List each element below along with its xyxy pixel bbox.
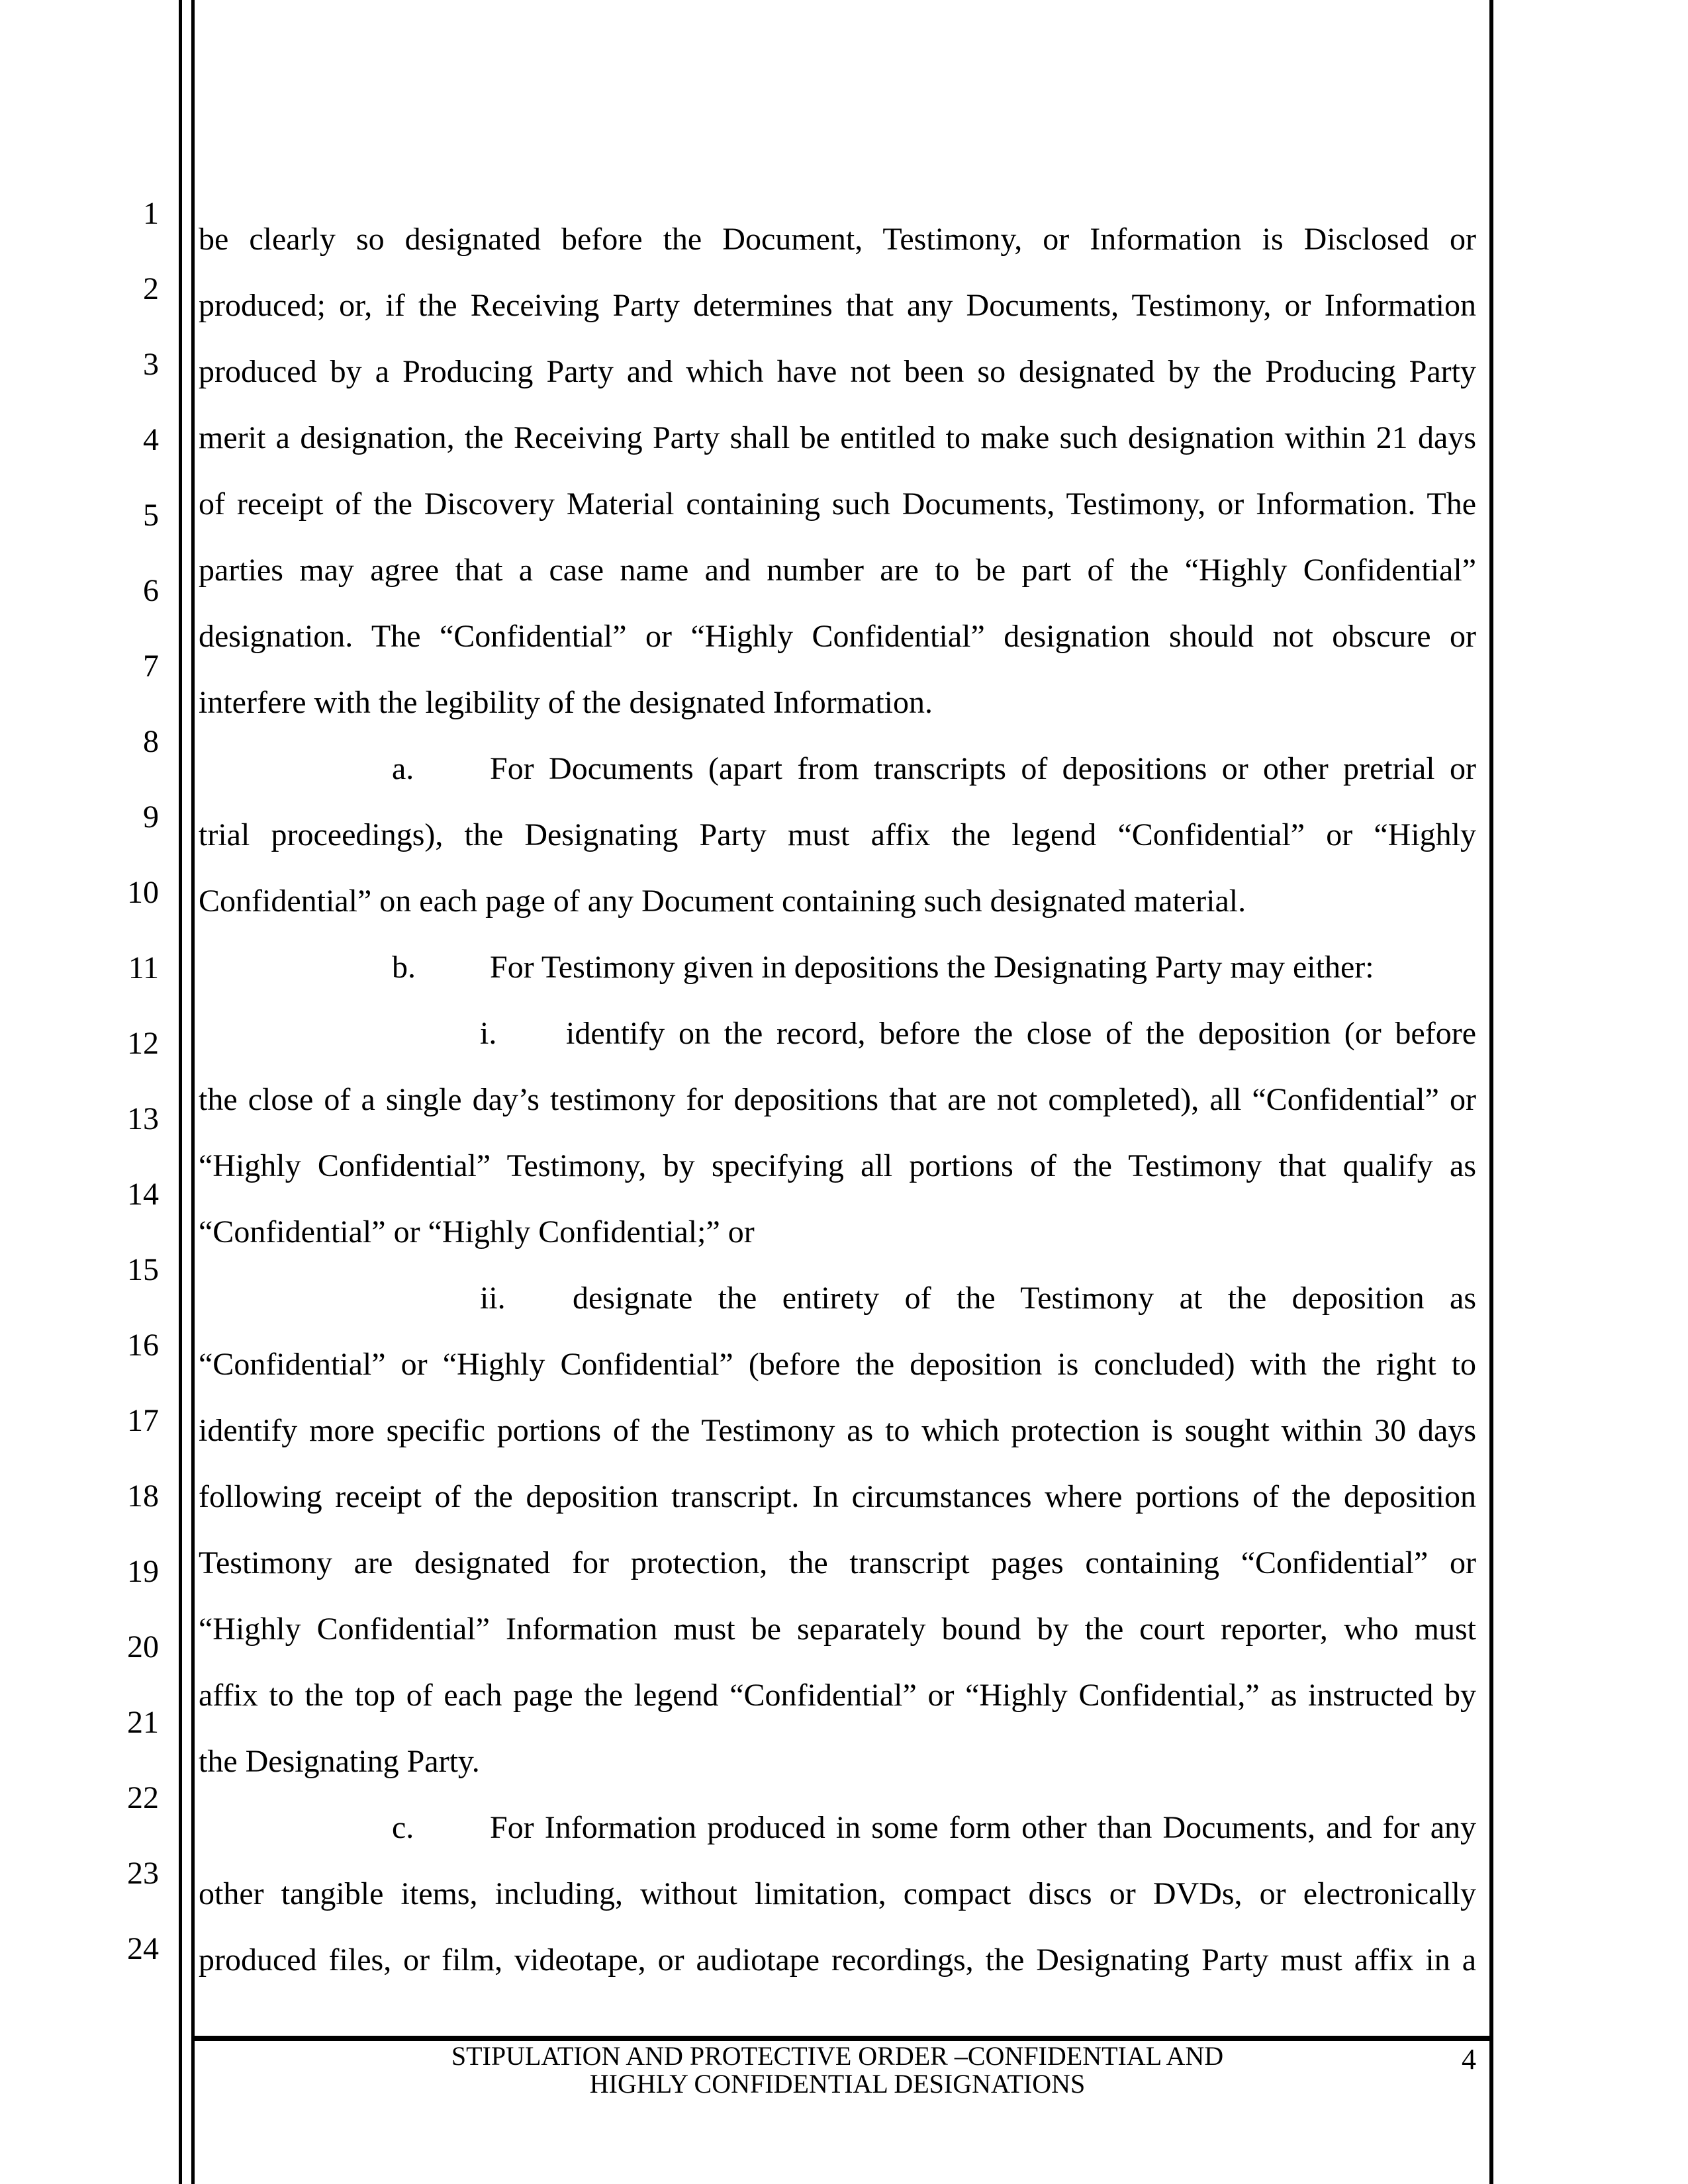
body-text: “Highly Confidential” Information must be separately bound by the court reporter, who must xyxy=(199,1612,1476,1647)
body-text: For Documents (apart from transcripts of depositions or other pretrial or xyxy=(490,751,1476,786)
paragraph-label-c: c. xyxy=(392,1810,414,1845)
footer-title xyxy=(199,2042,1476,2098)
body-line xyxy=(199,1067,1476,1133)
body-line xyxy=(199,1398,1476,1464)
body-text: of receipt of the Discovery Material containing such Documents, Testimony, or Information. The xyxy=(199,486,1476,522)
body-line xyxy=(199,1001,1476,1067)
body-text: designate the entirety of the Testimony at the deposition as xyxy=(573,1281,1476,1316)
body-text: trial proceedings), the Designating Party must affix the legend “Confidential” or “Highly xyxy=(199,817,1476,852)
body-line xyxy=(199,1662,1476,1729)
body-line xyxy=(199,1861,1476,1927)
line-number: 1 xyxy=(143,196,159,231)
line-number: 10 xyxy=(127,875,159,910)
line-number: 16 xyxy=(127,1328,159,1363)
body-text: Confidential” on each page of any Document containing such designated material. xyxy=(199,884,1246,919)
body-line xyxy=(199,1464,1476,1530)
line-number: 12 xyxy=(127,1026,159,1061)
paragraph-label-ii: ii. xyxy=(480,1281,506,1316)
line-number: 2 xyxy=(143,271,159,306)
body-line xyxy=(199,1199,1476,1265)
body-text: interfere with the legibility of the designated Information. xyxy=(199,685,933,720)
line-number: 13 xyxy=(127,1101,159,1136)
line-number: 23 xyxy=(127,1856,159,1891)
left-margin-rule-inner xyxy=(191,0,195,2184)
body-line xyxy=(199,1596,1476,1662)
body-line xyxy=(199,1729,1476,1795)
body-text: produced files, or film, videotape, or audiotape recordings, the Designating Party must affix in a xyxy=(199,1942,1476,1978)
body-line xyxy=(199,736,1476,802)
paragraph-label-a: a. xyxy=(392,751,414,786)
line-number: 19 xyxy=(127,1554,159,1589)
right-margin-rule xyxy=(1489,0,1493,2184)
line-number: 14 xyxy=(127,1177,159,1212)
body-text: following receipt of the deposition transcript. In circumstances where portions of the deposition xyxy=(199,1479,1476,1514)
body-line xyxy=(199,868,1476,934)
body-text: produced by a Producing Party and which have not been so designated by the Producing Party xyxy=(199,354,1476,389)
line-number: 20 xyxy=(127,1629,159,1664)
body-text: affix to the top of each page the legend “Confidential” or “Highly Confidential,” as instructed by xyxy=(199,1678,1476,1713)
line-number: 3 xyxy=(143,347,159,382)
left-margin-rule-outer xyxy=(179,0,182,2184)
footer-title-line1: STIPULATION AND PROTECTIVE ORDER –CONFIDENTIAL AND xyxy=(451,2041,1224,2071)
body-line xyxy=(199,1265,1476,1332)
line-number: 7 xyxy=(143,649,159,684)
line-number: 8 xyxy=(143,724,159,759)
body-text: identify on the record, before the close of the deposition (or before xyxy=(566,1016,1476,1051)
body-text: Testimony are designated for protection, the transcript pages containing “Confidential” or xyxy=(199,1545,1476,1580)
body-line xyxy=(199,1927,1476,1993)
line-number: 18 xyxy=(127,1479,159,1514)
body-text: identify more specific portions of the Testimony as to which protection is sought within 30 days xyxy=(199,1413,1476,1448)
body-text: For Information produced in some form other than Documents, and for any xyxy=(490,1810,1476,1845)
body-line xyxy=(199,604,1476,670)
body-line xyxy=(199,1530,1476,1596)
body-line xyxy=(199,802,1476,868)
body-text: “Confidential” or “Highly Confidential” (before the deposition is concluded) with the right to xyxy=(199,1347,1476,1382)
body-text: produced; or, if the Receiving Party determines that any Documents, Testimony, or Information xyxy=(199,288,1476,323)
line-number: 15 xyxy=(127,1252,159,1287)
line-number: 17 xyxy=(127,1403,159,1438)
body-text: For Testimony given in depositions the Designating Party may either: xyxy=(490,950,1374,985)
footer-rule xyxy=(195,2036,1489,2041)
body-text: designation. The “Confidential” or “Highly Confidential” designation should not obscure or xyxy=(199,619,1476,654)
body-line xyxy=(199,1795,1476,1861)
body-line xyxy=(199,1332,1476,1398)
line-number: 6 xyxy=(143,573,159,608)
body-line xyxy=(199,934,1476,1001)
body-line xyxy=(199,670,1476,736)
footer-title-line2: HIGHLY CONFIDENTIAL DESIGNATIONS xyxy=(589,2069,1086,2099)
body-line xyxy=(199,471,1476,537)
body-text: parties may agree that a case name and number are to be part of the “Highly Confidential” xyxy=(199,553,1476,588)
body-text: “Highly Confidential” Testimony, by specifying all portions of the Testimony that qualify as xyxy=(199,1148,1476,1183)
body-text: merit a designation, the Receiving Party shall be entitled to make such designation within 21 days xyxy=(199,420,1476,455)
body-line xyxy=(199,537,1476,604)
body-text: “Confidential” or “Highly Confidential;” or xyxy=(199,1214,755,1250)
line-number: 11 xyxy=(128,950,159,985)
body-text: the Designating Party. xyxy=(199,1744,480,1779)
line-number: 4 xyxy=(143,422,159,457)
body-text: be clearly so designated before the Document, Testimony, or Information is Disclosed or xyxy=(199,222,1476,257)
page-number: 4 xyxy=(1462,2043,1476,2075)
line-number: 21 xyxy=(127,1705,159,1740)
body-line xyxy=(199,339,1476,405)
body-text: other tangible items, including, without limitation, compact discs or DVDs, or electronically xyxy=(199,1876,1476,1911)
line-number: 22 xyxy=(127,1780,159,1815)
line-number: 9 xyxy=(143,799,159,835)
body-line xyxy=(199,273,1476,339)
line-number: 5 xyxy=(143,498,159,533)
paragraph-label-i: i. xyxy=(480,1016,497,1051)
paragraph-label-b: b. xyxy=(392,950,416,985)
body-line xyxy=(199,405,1476,471)
body-line xyxy=(199,206,1476,273)
body-line xyxy=(199,1133,1476,1199)
line-number: 24 xyxy=(127,1931,159,1966)
body-text: the close of a single day’s testimony for depositions that are not completed), all “Confidential” or xyxy=(199,1082,1476,1117)
